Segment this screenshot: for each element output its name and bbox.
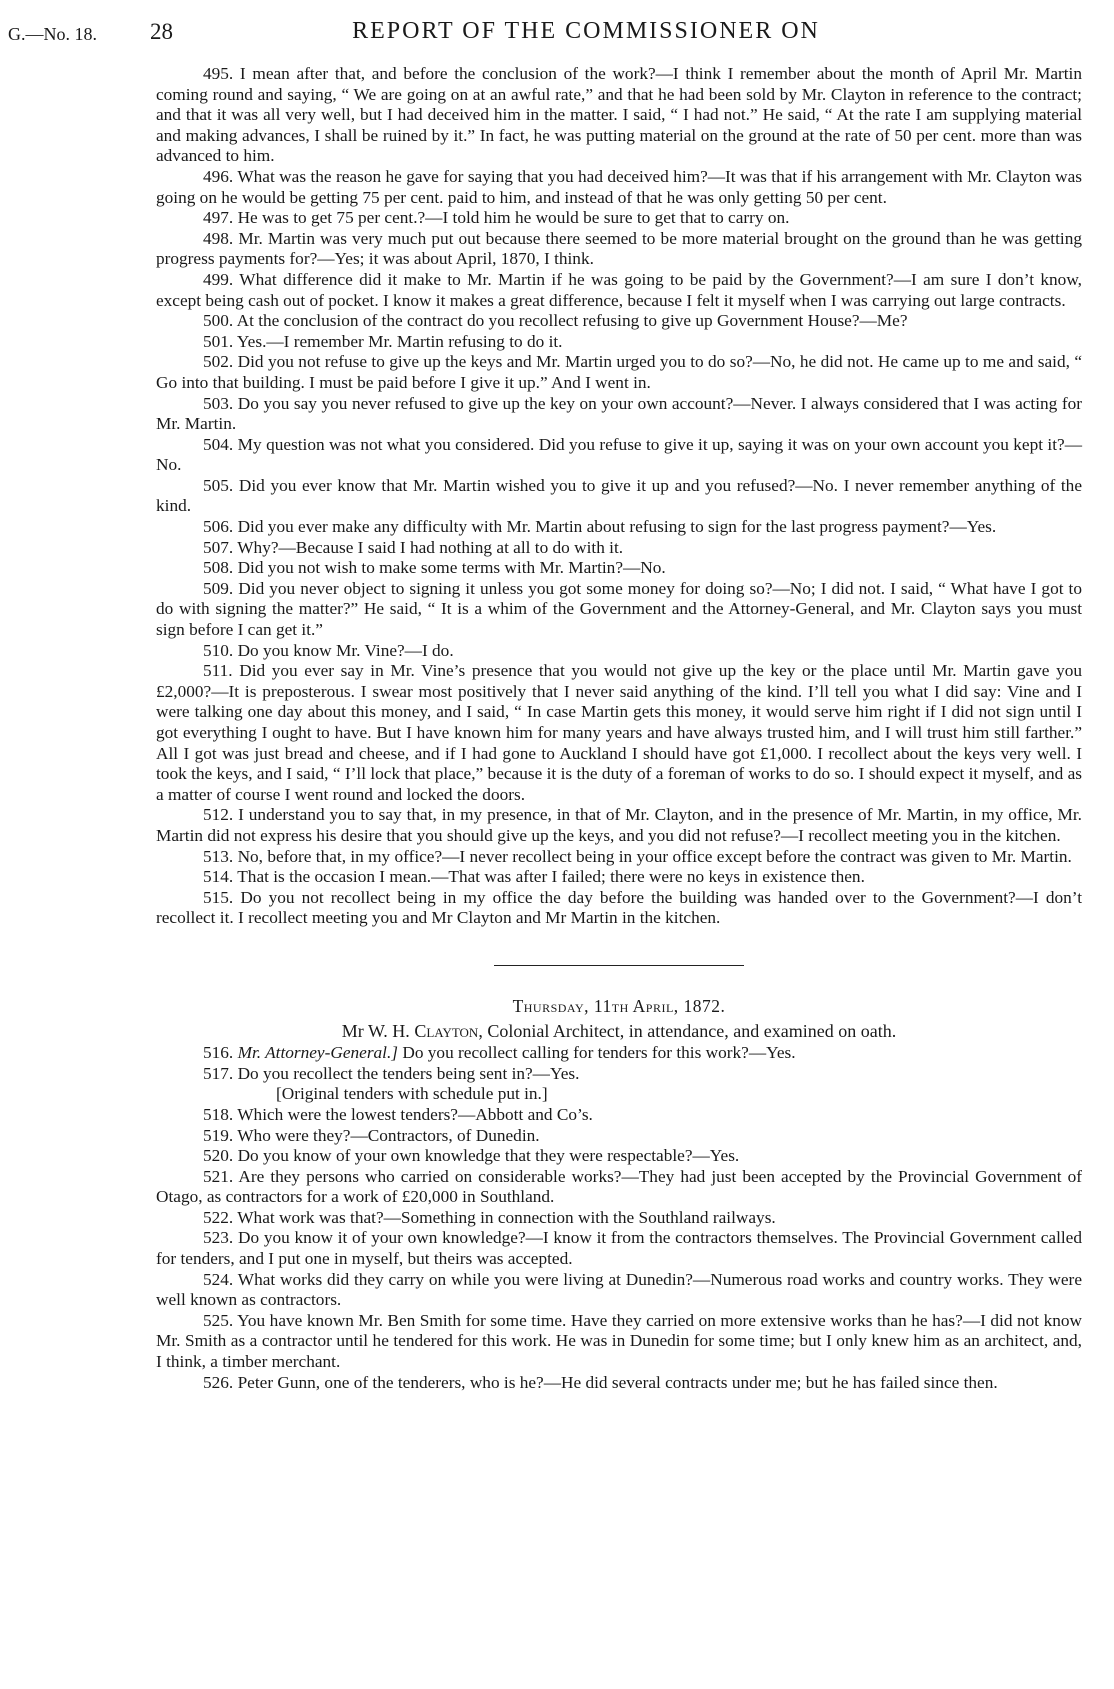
testimony-paragraph: 500. At the conclusion of the contract do you recollect refusing to give up Government House?—Me?	[203, 311, 908, 331]
report-body	[156, 64, 1082, 1393]
testimony-paragraph: 498. Mr. Martin was very much put out because there seemed to be more material brought on the ground than he was getting progress payments for?—Yes; it was about April, 1870, I think.	[156, 228, 1082, 269]
question-text: Do you recollect calling for tenders for this work?—Yes.	[398, 1043, 796, 1063]
testimony-paragraph: 513. No, before that, in my office?—I never recollect being in your office except before the contract was given to Mr. Martin.	[203, 846, 1072, 866]
session-date: Thursday, 11th April, 1872.	[512, 995, 726, 1016]
page-number: 28	[150, 19, 173, 44]
witness-heading	[156, 1021, 1082, 1042]
testimony-paragraph: 519. Who were they?—Contractors, of Dunedin.	[203, 1125, 540, 1145]
testimony-paragraph: 514. That is the occasion I mean.—That was after I failed; there were no keys in existence then.	[203, 867, 865, 887]
testimony-paragraph: 512. I understand you to say that, in my presence, in that of Mr. Clayton, and in the presence of Mr. Martin, in my office, Mr. Martin did not express his desire that you should give up the keys, and you did not refuse?—I recollect meeting you in the kitchen.	[156, 805, 1082, 845]
testimony-paragraph: 524. What works did they carry on while you were living at Dunedin?—Numerous road works and country works. They were well known as contractors.	[156, 1269, 1082, 1310]
witness-suffix: , Colonial Architect, in attendance, and examined on oath.	[478, 1020, 897, 1041]
testimony-paragraph: 495. I mean after that, and before the conclusion of the work?—I think I remember about the month of April Mr. Martin coming round and saying, “ We are going on at an awful rate,” and that he had been sold by Mr. Clayton in reference to the contract; and that it was all very well, but I had deceived him in the matter. I said, “ I had not.” He said, “ At the rate I am supplying material and making advances, I shall be ruined by it.” In fact, he was putting material on the ground at the rate of 50 per cent. more than was advanced to him.	[156, 64, 1082, 166]
speaker-label: Mr. Attorney-General.]	[237, 1043, 399, 1063]
testimony-paragraph: 497. He was to get 75 per cent.?—I told him he would be sure to get that to carry on.	[203, 208, 790, 228]
testimony-paragraph: 507. Why?—Because I said I had nothing at all to do with it.	[203, 537, 624, 557]
question-number: 516.	[203, 1043, 238, 1063]
testimony-paragraph: 501. Yes.—I remember Mr. Martin refusing to do it.	[203, 331, 563, 351]
testimony-paragraph: 496. What was the reason he gave for saying that you had deceived him?—It was that if his arrangement with Mr. Clayton was going on he would be getting 75 per cent. paid to him, and instead of that he was only getting 50 per cent.	[156, 166, 1082, 207]
testimony-paragraph: 509. Did you never object to signing it unless you got some money for doing so?—No; I did not. I said, “ What have I got to do with signing the matter?” He said, “ It is a whim of the Government and the Attorney-General, and Mr. Clayton says you must sign before I can get it.”	[156, 578, 1082, 640]
testimony-paragraph: 523. Do you know it of your own knowledge?—I know it from the contractors themselves. The Provincial Government called for tenders, and I put one in myself, but theirs was accepted.	[156, 1228, 1082, 1269]
testimony-paragraph	[156, 1043, 1082, 1064]
testimony-paragraph: 499. What difference did it make to Mr. Martin if he was going to be paid by the Government?—I am sure I don’t know, except being cash out of pocket. I know it makes a great difference, because I felt it myself when I was carrying out large contracts.	[156, 269, 1082, 310]
witness-name: Clayton	[414, 1020, 479, 1041]
testimony-paragraph: 522. What work was that?—Something in connection with the Southland railways.	[203, 1207, 776, 1227]
testimony-paragraph: 506. Did you ever make any difficulty with Mr. Martin about refusing to sign for the last progress payment?—Yes.	[203, 517, 997, 537]
testimony-paragraph: 515. Do you not recollect being in my office the day before the building was handed over to the Government?—I don’t recollect it. I recollect meeting you and Mr Clayton and Mr Martin in the kitchen.	[156, 887, 1082, 928]
page-header	[0, 18, 1114, 52]
testimony-paragraph: 503. Do you say you never refused to give up the key on your own account?—Never. I always considered that I was acting for Mr. Martin.	[156, 393, 1082, 434]
testimony-paragraph: 520. Do you know of your own knowledge that they were respectable?—Yes.	[203, 1146, 740, 1166]
section-divider	[494, 965, 744, 966]
testimony-paragraph: 508. Did you not wish to make some terms with Mr. Martin?—No.	[203, 558, 666, 578]
testimony-paragraph: 511. Did you ever say in Mr. Vine’s presence that you would not give up the key or the place until Mr. Martin gave you £2,000?—It is preposterous. I swear most positively that I never said anything of the kind. I’ll tell you what I did say: Vine and I were talking one day about this money, and I said, “ In case Martin gets this money, it would serve him right if I did not sign until I got everything I ought to have. But I have known him for many years and have always trusted him, and I will trust him still farther.” All I got was just bread and cheese, and if I had gone to Auckland I should have got £1,000. I recollect about the keys very well. I took the keys, and I said, “ I’ll lock that place,” because it is the duty of a foreman of works to do so. I should expect it myself, and as a matter of course I went round and locked the doors.	[156, 661, 1082, 804]
document-reference: G.—No. 18.	[8, 24, 97, 44]
testimony-paragraph: 510. Do you know Mr. Vine?—I do.	[203, 640, 454, 660]
witness-prefix: Mr W. H.	[341, 1020, 415, 1041]
testimony-paragraph: 521. Are they persons who carried on considerable works?—They had just been accepted by the Provincial Government of Otago, as contractors for a work of £20,000 in Southland.	[156, 1166, 1082, 1207]
testimony-paragraph: 505. Did you ever know that Mr. Martin wished you to give it up and you refused?—No. I never remember anything of the kind.	[156, 475, 1082, 516]
exhibit-note: [Original tenders with schedule put in.]	[276, 1084, 548, 1104]
testimony-paragraph: 502. Did you not refuse to give up the keys and Mr. Martin urged you to do so?—No, he did not. He came up to me and said, “ Go into that building. I must be paid before I give it up.” And I went in.	[156, 352, 1082, 392]
testimony-paragraph: 517. Do you recollect the tenders being sent in?—Yes.	[203, 1063, 580, 1083]
testimony-paragraph: 525. You have known Mr. Ben Smith for some time. Have they carried on more extensive works than he has?—I did not know Mr. Smith as a contractor until he tendered for this work. He was in Dunedin for some time; but I only knew him as an architect, and, I think, a timber merchant.	[156, 1310, 1082, 1372]
testimony-paragraph: 518. Which were the lowest tenders?—Abbott and Co’s.	[203, 1104, 593, 1124]
testimony-paragraph: 504. My question was not what you considered. Did you refuse to give it up, saying it was on your own account you kept it?—No.	[156, 434, 1082, 475]
testimony-paragraph: 526. Peter Gunn, one of the tenderers, who is he?—He did several contracts under me; but he has failed since then.	[203, 1372, 998, 1392]
running-title: REPORT OF THE COMMISSIONER ON	[352, 18, 820, 44]
